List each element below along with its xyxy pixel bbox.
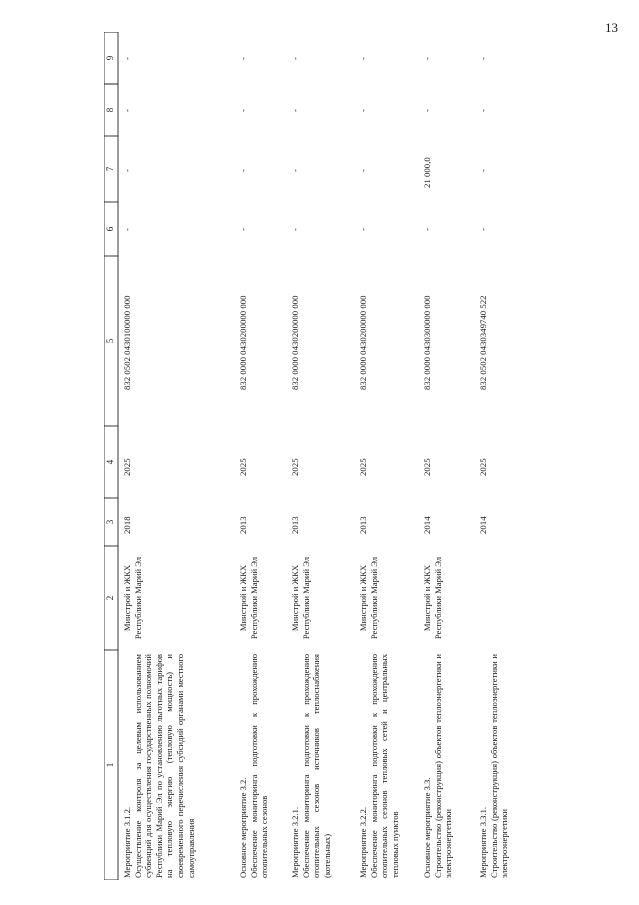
header-col-8: 8 [105, 107, 115, 113]
row-text: Строительство (реконструкция) объектов теплоэнергетики и электроэнергетики [488, 654, 510, 878]
row-title: Основное мероприятие 3.3. [422, 777, 432, 878]
table-row-2-description [238, 654, 270, 878]
row-title: Основное мероприятие 3.2. [238, 777, 248, 878]
row-executor: Минстрой и ЖКХ Республики Марий Эл [122, 556, 143, 640]
row-start-year: 2013 [290, 516, 300, 534]
row-executor: Минстрой и ЖКХ Республики Марий Эл [422, 556, 443, 640]
header-col-7: 7 [105, 166, 115, 172]
row-title: Мероприятие 3.2.1. [290, 806, 300, 878]
row-budget-code: 832 0000 0430200000 000 [358, 295, 368, 390]
row-col-9: - [478, 57, 488, 60]
row-end-year: 2025 [290, 458, 300, 476]
row-col-8: - [422, 109, 432, 112]
header-col-3: 3 [105, 519, 115, 525]
row-start-year: 2014 [422, 516, 432, 534]
table-row-6-description [478, 654, 510, 878]
row-col-6: - [122, 228, 132, 231]
row-text: Осуществление контроля за целевым использованием субвенций для осуществления государственных полномочий Республики Марий Эл по установлению льготных тарифов на тепловую энергию (тепловую мощность) и своевременного перечисления субсидий органами местного самоуправления [132, 654, 196, 878]
row-end-year: 2025 [238, 458, 248, 476]
row-col-6: - [238, 228, 248, 231]
header-col-2: 2 [105, 595, 115, 601]
row-budget-code: 832 0000 0430200000 000 [290, 295, 300, 390]
row-col-7: - [358, 169, 368, 172]
row-executor: Минстрой и ЖКХ Республики Марий Эл [358, 556, 379, 640]
header-col-6: 6 [105, 226, 115, 232]
table-row-5-description [422, 654, 454, 878]
row-end-year: 2025 [122, 458, 132, 476]
row-title: Мероприятие 3.2.2. [358, 806, 368, 878]
row-executor: Минстрой и ЖКХ Республики Марий Эл [238, 556, 259, 640]
row-start-year: 2014 [478, 516, 488, 534]
header-col-9: 9 [105, 55, 115, 61]
row-col-7: - [122, 169, 132, 172]
row-col-6: - [478, 228, 488, 231]
row-col-8: - [478, 109, 488, 112]
row-budget-code: 832 0502 0430349740 522 [478, 295, 488, 390]
row-budget-code: 832 0502 0430100000 000 [122, 295, 132, 390]
row-col-9: - [358, 57, 368, 60]
row-start-year: 2013 [358, 516, 368, 534]
row-text: Обеспечение мониторинга подготовки к прохождению отопительных сезонов источников теплоснабжения (котельных) [300, 654, 332, 878]
row-text: Строительство (реконструкция) объектов теплоэнергетики и электроэнергетики [432, 654, 454, 878]
row-title: Мероприятие 3.3.1. [478, 806, 488, 878]
row-text: Обеспечение мониторинга подготовки к прохождению отопительных сезонов тепловых сетей и центральных тепловых пунктов [368, 654, 400, 878]
row-col-8: - [122, 109, 132, 112]
header-col-4: 4 [105, 459, 115, 465]
header-col-1: 1 [105, 762, 115, 768]
row-start-year: 2018 [122, 516, 132, 534]
header-col-5: 5 [105, 338, 115, 344]
rotated-table [104, 32, 524, 880]
table-row-1-description [122, 654, 196, 878]
row-col-7: - [290, 169, 300, 172]
row-col-7: - [238, 169, 248, 172]
row-end-year: 2025 [358, 458, 368, 476]
row-col-6: - [290, 228, 300, 231]
row-end-year: 2025 [478, 458, 488, 476]
row-col-9: - [290, 57, 300, 60]
row-col-8: - [290, 109, 300, 112]
table-row-3-description [290, 654, 332, 878]
row-start-year: 2013 [238, 516, 248, 534]
row-end-year: 2025 [422, 458, 432, 476]
row-col-8: - [238, 109, 248, 112]
row-col-7: 21 000,0 [422, 157, 432, 188]
row-col-8: - [358, 109, 368, 112]
row-budget-code: 832 0000 0430200000 000 [238, 295, 248, 390]
page-number: 13 [605, 20, 618, 35]
row-col-6: - [422, 228, 432, 231]
row-col-9: - [122, 57, 132, 60]
row-col-9: - [422, 57, 432, 60]
row-text: Обеспечение мониторинга подготовки к прохождению отопительных сезонов [248, 654, 270, 878]
row-col-9: - [238, 57, 248, 60]
row-budget-code: 832 0000 0430300000 000 [422, 295, 432, 390]
row-executor: Минстрой и ЖКХ Республики Марий Эл [290, 556, 311, 640]
table-row-4-description [358, 654, 400, 878]
row-title: Мероприятие 3.1.2. [122, 806, 132, 878]
row-col-6: - [358, 228, 368, 231]
row-col-7: - [478, 169, 488, 172]
